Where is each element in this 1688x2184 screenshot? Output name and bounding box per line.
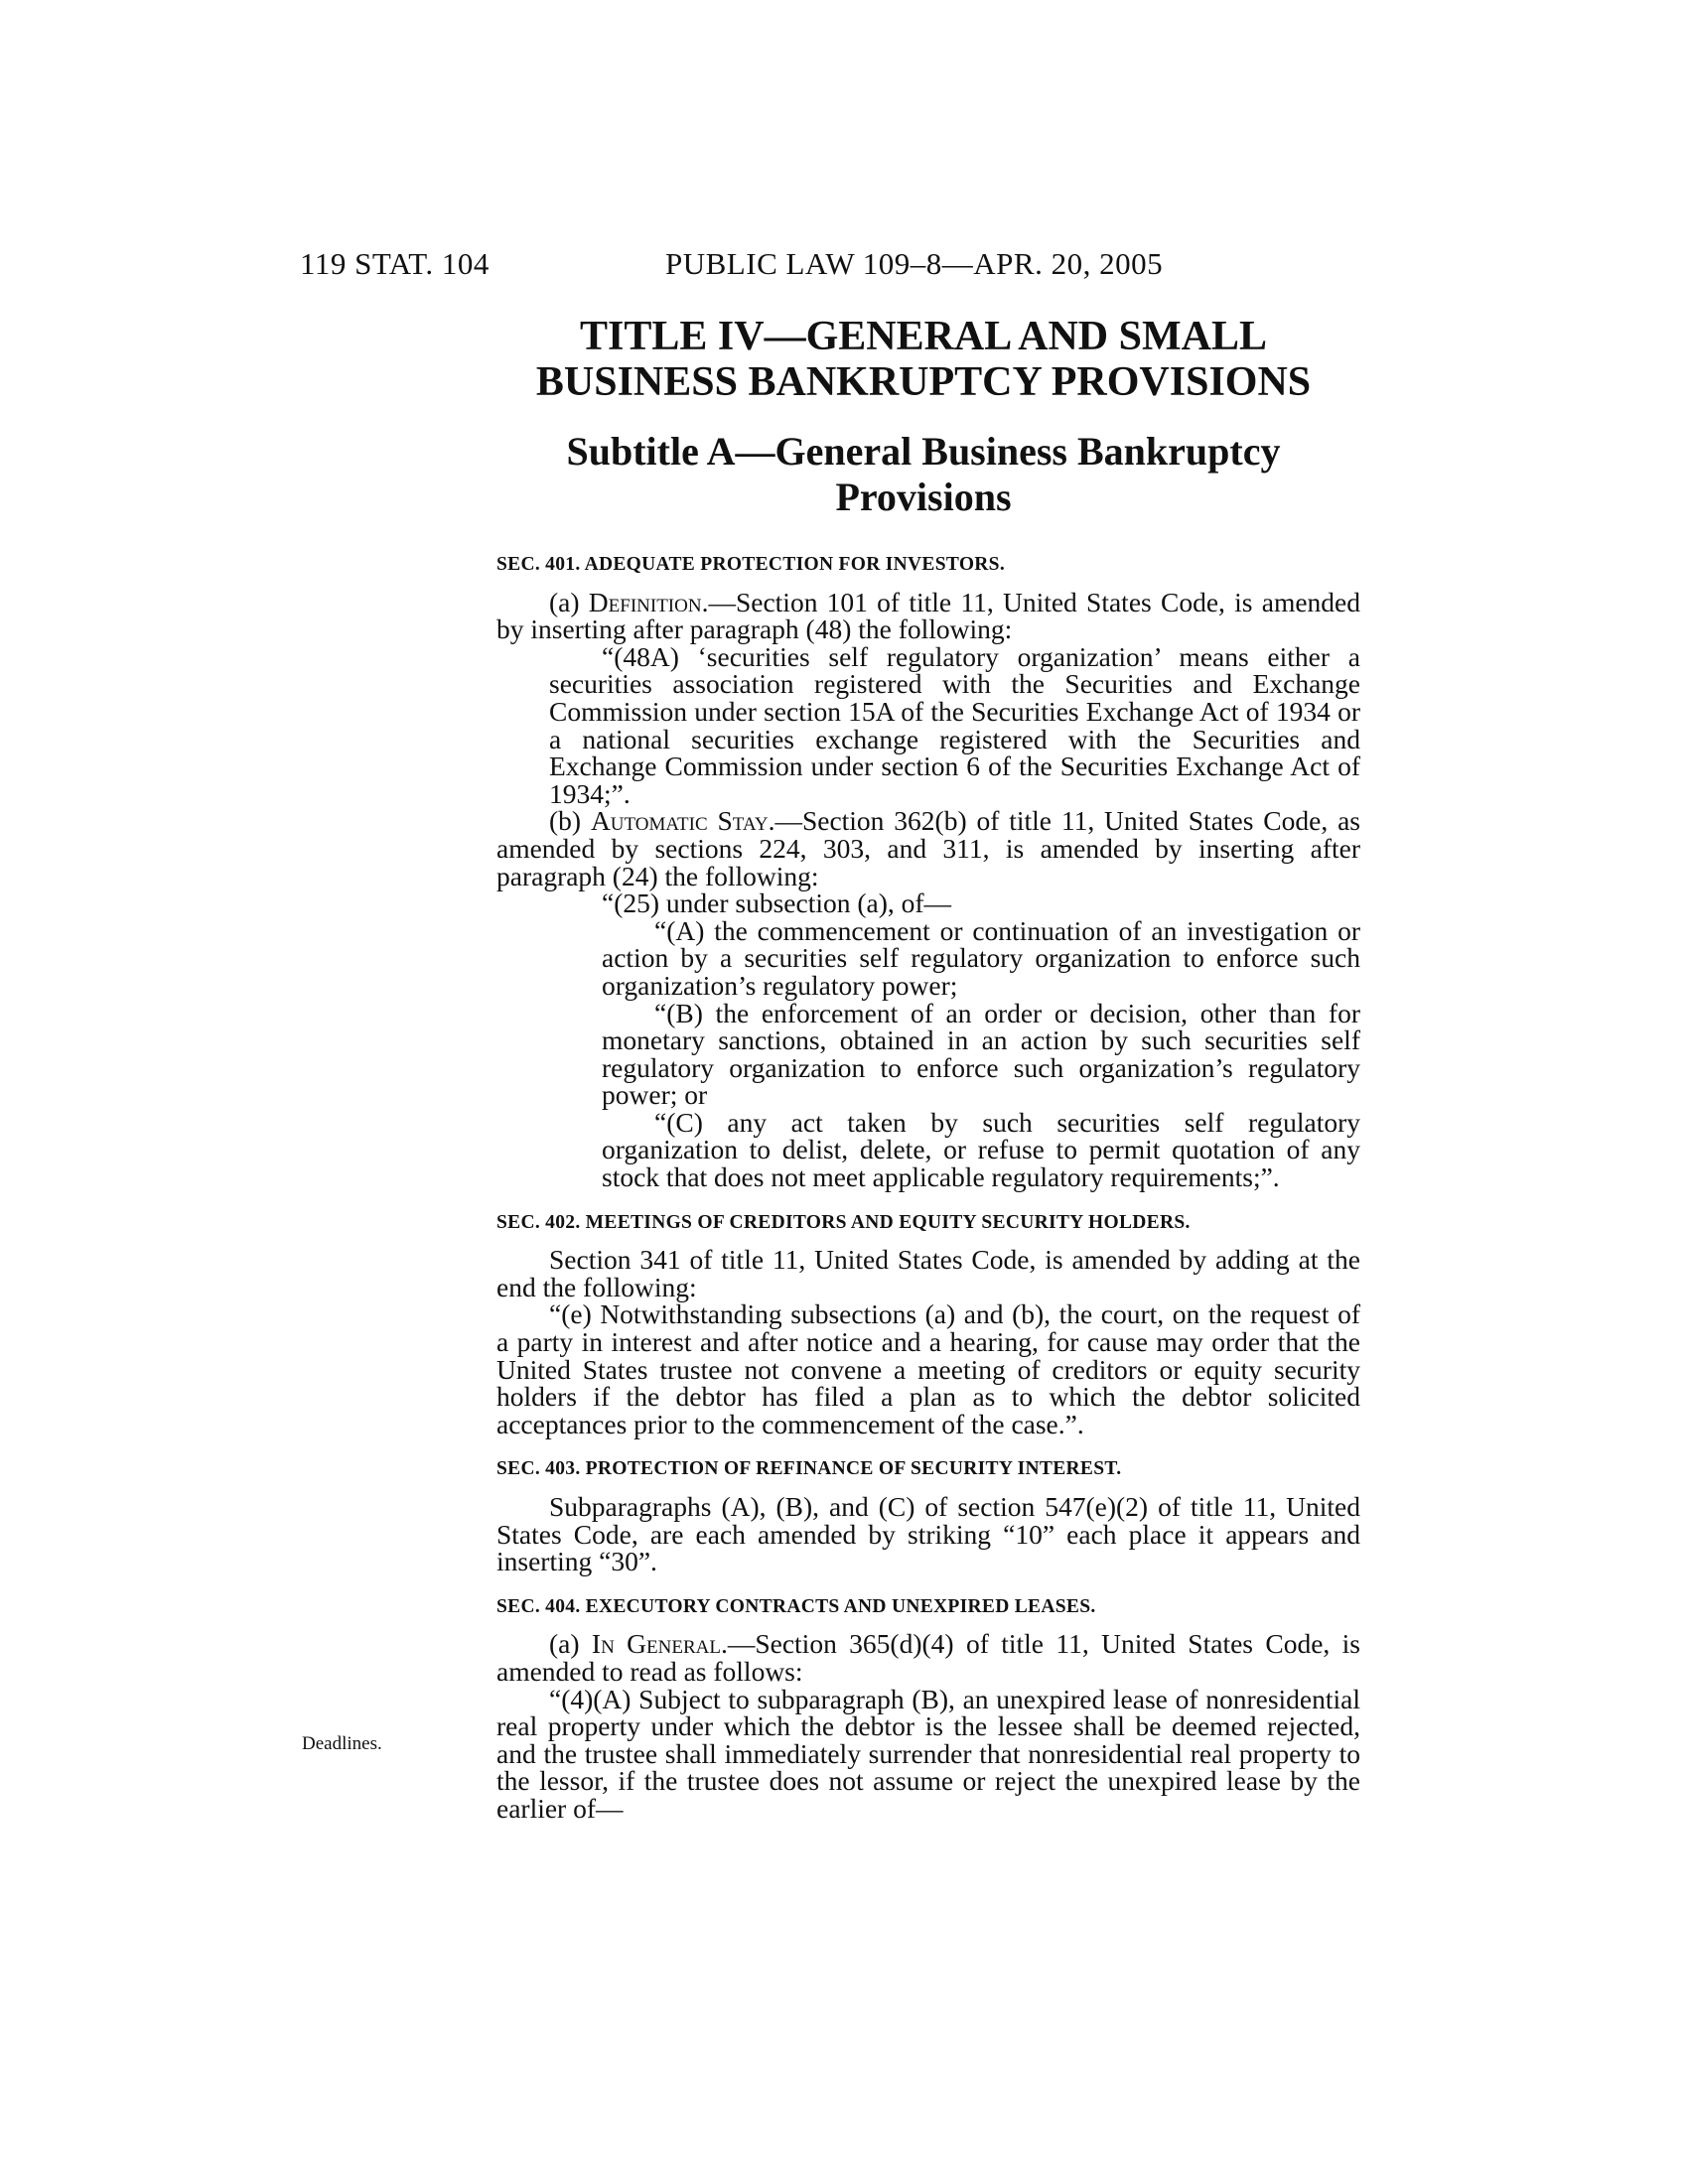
title-line-1: TITLE IV—GENERAL AND SMALL [580,314,1267,359]
section-401-heading: SEC. 401. ADEQUATE PROTECTION FOR INVESTORS. [496,554,1005,575]
section-403-heading: SEC. 403. PROTECTION OF REFINANCE OF SECURITY INTEREST. [496,1458,1122,1480]
section-401-b-caption: Automatic Stay [590,805,769,837]
section-404-a-text: .—Section 365(d)(4) of title 11, United States Code, is amended to read as follows: [496,1628,1361,1687]
section-404-heading: SEC. 404. EXECUTORY CONTRACTS AND UNEXPIRED LEASES. [496,1595,1096,1617]
title-heading [496,314,1350,405]
running-head: PUBLIC LAW 109–8—APR. 20, 2005 [665,246,1164,281]
section-401-b [496,807,1360,889]
margin-note: Deadlines. [302,1733,382,1754]
section-401-b-lead: (b) [549,805,591,837]
title-line-2: BUSINESS BANKRUPTCY PROVISIONS [535,359,1312,405]
section-404-a [496,1630,1360,1685]
section-402-quote: “(e) Notwithstanding subsections (a) and (b), the court, on the request of a party in interest and after notice and a hearing, for cause may order that the United States trustee not convene a meeting of creditors or equity security holders if the debtor has filed a plan as to which the debtor solicited acceptances prior to the commencement of the case.”. [496,1298,1360,1439]
section-402-text: Section 341 of title 11, United States Code, is amended by adding at the end the following: [496,1244,1360,1302]
subtitle-line-2: Provisions [835,475,1012,519]
page-reference: 119 STAT. 104 [300,246,490,281]
section-401-a-caption: Definition [588,586,702,617]
section-401-a [496,586,1360,645]
paragraph-25: “(25) under subsection (a), of— [602,887,952,919]
section-401-a-lead: (a) [549,586,589,617]
section-403-text: Subparagraphs (A), (B), and (C) of section 547(e)(2) of title 11, United States Code, are each amended by striking “10” each place it appears and inserting “30”. [496,1491,1360,1577]
document-body [496,551,1360,1823]
section-402-heading: SEC. 402. MEETINGS OF CREDITORS AND EQUITY SECURITY HOLDERS. [496,1211,1191,1233]
subparagraph-C: “(C) any act taken by such securities self regulatory organization to delist, delete, or refuse to permit quotation of any stock that does not meet applicable regulatory requirements;”. [602,1106,1360,1193]
section-404-a-lead: (a) [549,1628,592,1660]
section-404-quote: “(4)(A) Subject to subparagraph (B), an unexpired lease of nonresidential real property under which the debtor is the lessee shall be deemed rejected, and the trustee shall immediately surrender that nonresidential real property to the lessor, if the trustee does not assume or reject the unexpired lease by the earlier of— [496,1683,1360,1824]
subtitle-heading [496,429,1350,520]
subtitle-line-1: Subtitle A—General Business Bankruptcy [566,429,1281,474]
subparagraph-A: “(A) the commencement or continuation of an investigation or action by a securities self regulatory organization to enforce such organization’s regulatory power; [602,914,1360,1001]
section-401-b-text: .—Section 362(b) of title 11, United States Code, as amended by sections 224, 303, and 311, is amended by inserting after paragraph (24) the following: [496,805,1360,891]
section-401-a-quote: “(48A) ‘securities self regulatory organization’ means either a securities association registered with the Securities and Exchange Commission under section 15A of the Securities Exchange Act of 1934 or a national securities exchange registered with the Securities and Exchange Commission under section 6 of the Securities Exchange Act of 1934;”. [549,640,1360,809]
section-404-a-caption: In General [591,1628,721,1660]
subparagraph-B: “(B) the enforcement of an order or decision, other than for monetary sanctions, obtained in an action by such securities self regulatory organization to enforce such organization’s regulatory power; or [602,997,1360,1111]
section-401-a-text: .—Section 101 of title 11, United States Code, is amended by inserting after paragraph (48) the following: [496,586,1360,645]
